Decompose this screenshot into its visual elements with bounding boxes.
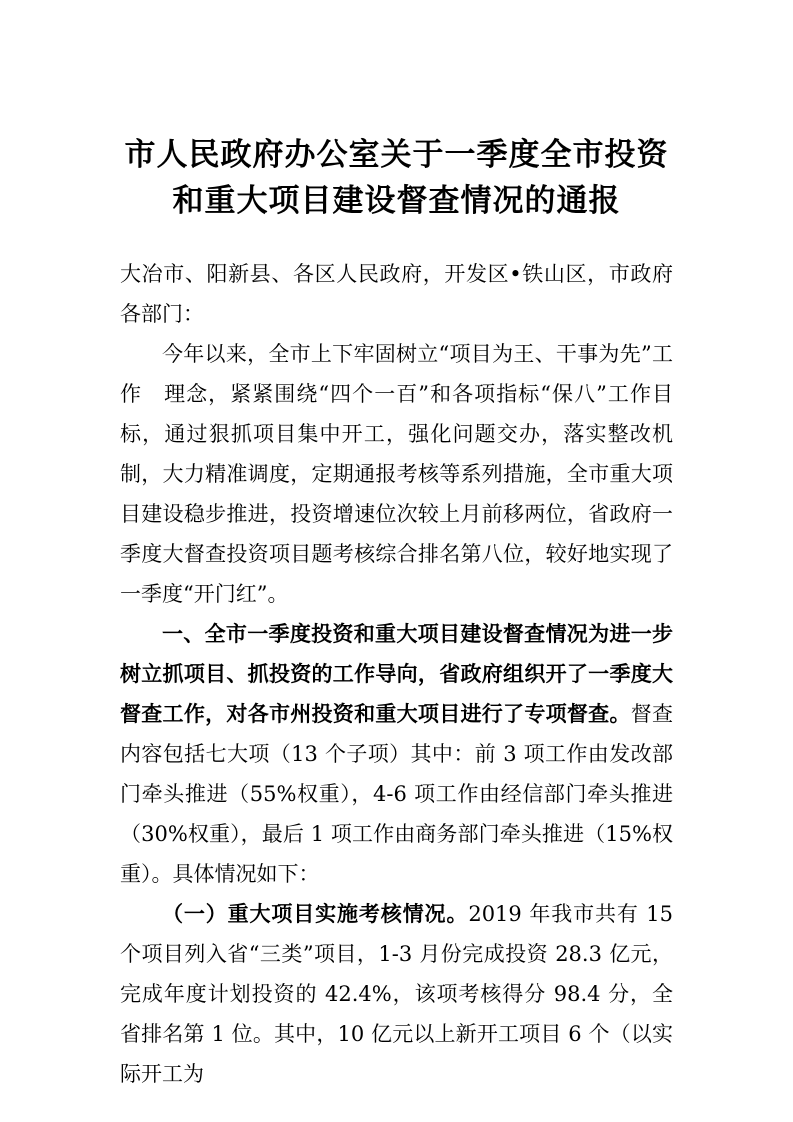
item-1-paragraph: [120, 894, 673, 1094]
section-1-body-text: 督查内容包括七大项（13 个子项）其中：前 3 项工作由发改部门牵头推进（55%权重），4-6 项工作由经信部门牵头推进（30%权重），最后 1 项工作由商务部门牵头推进（15%权重）。具体情况如下：: [120, 702, 673, 886]
section-1-heading: 一、全市一季度投资和重大项目建设督查情况为进一步树立抓项目、抓投资的工作导向，省政府组织开了一季度大督查工作，对各市州投资和重大项目进行了专项督查。: [120, 622, 673, 726]
item-1-body-text: 2019 年我市共有 15 个项目列入省“三类”项目，1-3 月份完成投资 28.3 亿元，完成年度计划投资的 42.4%，该项考核得分 98.4 分，全省排名第 1 位。其中，10 亿元以上新开工项目 6 个（以实际开工为: [120, 902, 674, 1086]
document-title-line-2: 和重大项目建设督查情况的通报: [172, 183, 621, 219]
salutation-paragraph: 大冶市、阳新县、各区人民政府，开发区•铁山区，市政府各部门：: [120, 262, 673, 326]
item-1-heading: （一）重大项目实施考核情况。: [162, 901, 469, 926]
intro-paragraph: 今年以来，全市上下牢固树立“项目为王、干事为先”工作 理念，紧紧围绕“四个一百”和各项指标“保八”工作目标，通过狠抓项目集中开工，强化问题交办，落实整改机制，大力精准调度，定期通报考核等系列措施，全市重大项目建设稳步推进，投资增速位次较上月前移两位，省政府一季度大督查投资项目题考核综合排名第八位，较好地实现了一季度“开门红”。: [120, 342, 673, 606]
document-title-line-1: 市人民政府办公室关于一季度全市投资: [124, 137, 669, 173]
document-body: [120, 254, 673, 1094]
document-title: [110, 132, 683, 224]
section-1-paragraph: [120, 614, 673, 894]
